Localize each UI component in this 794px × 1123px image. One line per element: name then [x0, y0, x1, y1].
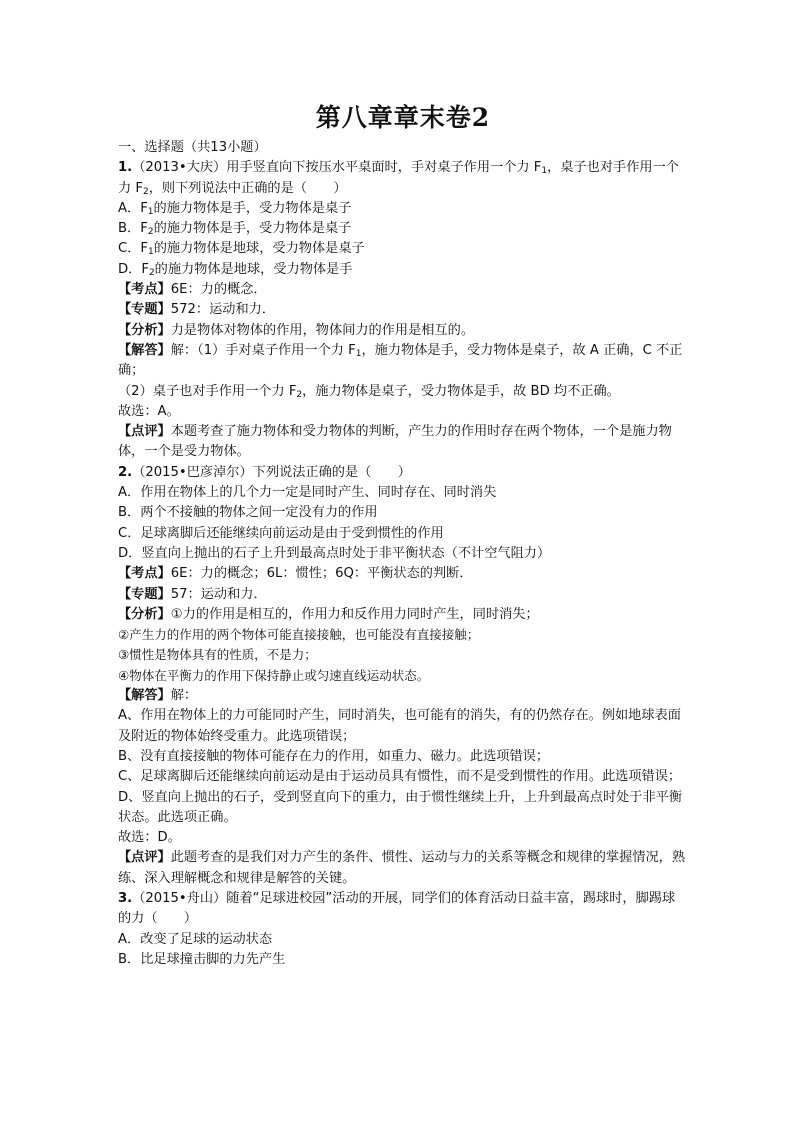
q2-jieda: 【解答】解：: [118, 688, 198, 704]
page-title: 第八章章末卷2: [315, 103, 491, 132]
q2-zhuanti: 【专题】57：运动和力．: [118, 586, 267, 602]
q1-stem: 1.（2013•大庆）用手竖直向下按压水平桌面时，手对桌子作用一个力 $F_1$，桌子也对手作用一个力 $F_2$，则下列说法中正确的是（ ）: [118, 160, 679, 197]
section-heading: 一、选择题（共13小题）: [118, 140, 267, 155]
q2-option-b: B．两个不接触的物体之间一定没有力的作用: [118, 505, 378, 521]
q3-stem: 3.（2015•舟山）随着“足球进校园”活动的开展，同学们的体育活动日益丰富，踢球时，脚踢球的力（ ）: [118, 890, 676, 927]
q2-answer: 故选：D。: [118, 830, 181, 846]
q2-fenxi: 【分析】①力的作用是相互的，作用力和反作用力同时产生，同时消失；: [118, 606, 539, 622]
q1-source: （2013•大庆）: [132, 160, 227, 176]
q3-source: （2015•舟山）: [132, 890, 227, 906]
q2-fenxi-3: ③惯性是物体具有的性质，不是力；: [118, 647, 317, 663]
q1-dianping: 【点评】本题考查了施力物体和受力物体的判断，产生力的作用时存在两个物体，一个是施力物体，一个是受力物体。: [118, 424, 672, 460]
q1-option-c: C．$F_1$的施力物体是地球，受力物体是桌子: [118, 241, 365, 258]
q2-stem: 2.（2015•巴彦淖尔）下列说法正确的是（ ）: [118, 464, 411, 480]
q1-kaodian: 【考点】6E：力的概念．: [118, 282, 267, 298]
q1-option-d: D．$F_2$的施力物体是地球，受力物体是手: [118, 261, 353, 278]
q3-number: 3.: [118, 890, 133, 906]
q2-number: 2.: [118, 464, 133, 480]
q2-jieda-c: C、足球离脚后还能继续向前运动是由于运动员具有惯性，而不是受到惯性的作用。此选项错误；: [118, 769, 682, 785]
q2-fenxi-4: ④物体在平衡力的作用下保持静止或匀速直线运动状态。: [118, 667, 430, 683]
q2-source: （2015•巴彦淖尔）: [132, 464, 253, 480]
q1-answer: 故选：A。: [118, 403, 180, 419]
q1-jieda: 【解答】解：（1）手对桌子作用一个力 $F_1$，施力物体是手，受力物体是桌子，故 A 正确，C 不正确；: [118, 342, 683, 379]
q1-option-b: B．$F_2$的施力物体是手，受力物体是桌子: [118, 221, 352, 238]
q2-dianping: 【点评】此题考查的是我们对力产生的条件、惯性、运动与力的关系等概念和规律的掌握情况，熟练、深入理解概念和规律是解答的关键。: [118, 850, 686, 886]
q1-option-a: A．$F_1$的施力物体是手，受力物体是桌子: [118, 200, 352, 217]
q1-fenxi: 【分析】力是物体对物体的作用，物体间力的作用是相互的。: [118, 322, 475, 338]
q2-jieda-d: D、竖直向上抛出的石子，受到竖直向下的重力，由于惯性继续上升，上升到最高点时处于非平衡状态。此选项正确。: [118, 789, 683, 825]
q2-option-c: C．足球离脚后还能继续向前运动是由于受到惯性的作用: [118, 525, 444, 541]
q2-fenxi-2: ②产生力的作用的两个物体可能直接接触，也可能没有直接接触；: [118, 627, 480, 643]
q2-kaodian: 【考点】6E：力的概念；6L：惯性；6Q：平衡状态的判断．: [118, 566, 473, 582]
q1-zhuanti: 【专题】572：运动和力．: [118, 302, 276, 318]
q3-option-a: A．改变了足球的运动状态: [118, 931, 273, 947]
q2-option-a: A．作用在物体上的几个力一定是同时产生、同时存在、同时消失: [118, 485, 497, 501]
document-page: [118, 98, 688, 970]
q1-number: 1.: [118, 160, 133, 176]
q3-option-b: B．比足球撞击脚的力先产生: [118, 951, 286, 967]
q2-jieda-a: A、作用在物体上的力可能同时产生，同时消失，也可能有的消失，有的仍然存在。例如地球表面及附近的物体始终受重力。此选项错误；: [118, 708, 681, 744]
q1-jieda-2: （2）桌子也对手作用一个力 $F_2$，施力物体是桌子，受力物体是手，故 BD 均不正确。: [118, 383, 620, 400]
q2-jieda-b: B、没有直接接触的物体可能存在力的作用，如重力、磁力。此选项错误；: [118, 748, 550, 764]
q2-option-d: D．竖直向上抛出的石子上升到最高点时处于非平衡状态（不计空气阻力）: [118, 545, 551, 561]
